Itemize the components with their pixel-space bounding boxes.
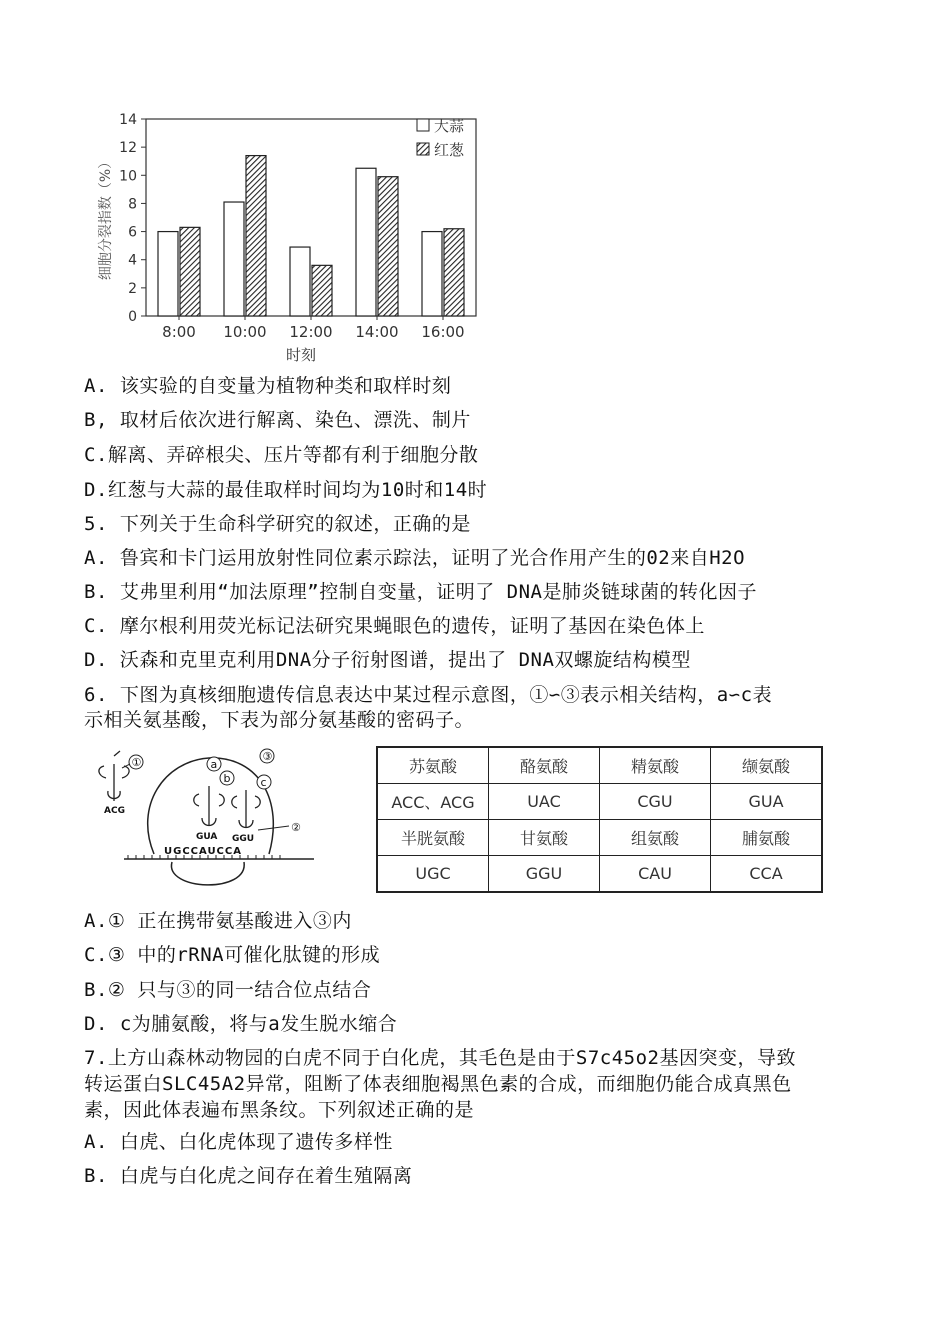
bar: [356, 168, 376, 316]
table-row: [377, 747, 822, 784]
q7-stem-line2: 转运蛋白SLC45A2异常，阻断了体表细胞褐黑色素的合成，而细胞仍能合成真黑色: [84, 1073, 792, 1095]
bar: [378, 177, 398, 316]
q7-option-b: B. 白虎与白化虎之间存在着生殖隔离: [84, 1165, 413, 1187]
table-cell: 脯氨酸: [711, 820, 823, 856]
bar: [158, 232, 178, 316]
q4-option-b: B, 取材后依次进行解离、染色、漂洗、制片: [84, 409, 471, 431]
table-cell: GUA: [711, 784, 823, 820]
label-two: ②: [291, 821, 301, 834]
table-row: [377, 856, 822, 893]
legend-swatch: [417, 119, 429, 131]
q4-option-a: A. 该实验的自变量为植物种类和取样时刻: [84, 375, 452, 397]
codon-table: [376, 746, 823, 893]
ribosome-small-subunit: [171, 862, 244, 885]
x-tick-label: 14:00: [355, 323, 399, 341]
table-cell: 组氨酸: [600, 820, 711, 856]
y-tick-label: 8: [128, 196, 137, 213]
mrna-sequence: UGCCAUCCA: [164, 846, 242, 857]
bar: [246, 156, 266, 316]
label-one: ①: [131, 756, 142, 769]
table-cell: 酪氨酸: [489, 747, 600, 784]
bar-chart: [90, 105, 490, 370]
y-tick-label: 0: [128, 309, 137, 325]
bar: [224, 202, 244, 316]
q5-option-a: A. 鲁宾和卡门运用放射性同位素示踪法，证明了光合作用产生的02来自H2O: [84, 547, 746, 569]
q5-option-b: B. 艾弗里利用“加法原理”控制自变量，证明了 DNA是肺炎链球菌的转化因子: [84, 581, 757, 603]
table-cell: UAC: [489, 784, 600, 820]
trna-left: [194, 786, 225, 826]
y-tick-label: 10: [119, 168, 137, 185]
table-cell: 精氨酸: [600, 747, 711, 784]
legend-label: 大蒜: [434, 117, 465, 135]
q7-stem-line1: 7.上方山森林动物园的白虎不同于白化虎，其毛色是由于S7c45o2基因突变，导致: [84, 1047, 796, 1069]
trna-right: [232, 790, 261, 828]
label-b: b: [223, 772, 231, 785]
bar: [290, 247, 310, 316]
q6-option-c: C.③ 中的rRNA可催化肽键的形成: [84, 944, 381, 966]
table-cell: CCA: [711, 856, 823, 893]
q6-option-a: A.① 正在携带氨基酸进入③内: [84, 910, 352, 932]
bar: [422, 232, 442, 316]
table-row: [377, 784, 822, 820]
x-tick-label: 8:00: [162, 323, 196, 341]
q6-option-d: D. c为脯氨酸，将与a发生脱水缩合: [84, 1013, 398, 1035]
legend-label: 红葱: [434, 141, 465, 159]
table-cell: 缬氨酸: [711, 747, 823, 784]
anticodon-ggu: GGU: [232, 834, 255, 844]
label-three: ③: [262, 750, 273, 763]
q5-stem: 5. 下列关于生命科学研究的叙述，正确的是: [84, 513, 471, 535]
table-cell: ACC、ACG: [377, 784, 489, 820]
y-tick-label: 2: [128, 280, 137, 297]
y-tick-label: 14: [119, 112, 137, 128]
y-tick-label: 12: [119, 140, 137, 157]
label-a: a: [210, 758, 218, 771]
translation-diagram: [84, 746, 324, 896]
bar: [312, 265, 332, 316]
x-tick-label: 16:00: [421, 323, 465, 341]
translation-diagram-svg: [84, 746, 324, 896]
x-axis-label: 时刻: [285, 346, 317, 364]
q5-option-c: C. 摩尔根利用荧光标记法研究果蝇眼色的遗传，证明了基因在染色体上: [84, 615, 705, 637]
q4-option-d: D.红葱与大蒜的最佳取样时间均为10时和14时: [84, 479, 488, 501]
q4-option-c: C.解离、弄碎根尖、压片等都有利于细胞分散: [84, 444, 479, 466]
q6-option-b: B.② 只与③的同一结合位点结合: [84, 979, 372, 1001]
q5-option-d: D. 沃森和克里克利用DNA分子衍射图谱，提出了 DNA双螺旋结构模型: [84, 649, 691, 671]
y-tick-label: 6: [128, 224, 137, 241]
table-cell: UGC: [377, 856, 489, 893]
table-cell: 苏氨酸: [377, 747, 489, 784]
table-cell: CGU: [600, 784, 711, 820]
legend-swatch: [417, 143, 429, 155]
anticodon-gua: GUA: [196, 832, 218, 842]
q6-stem-line2: 示相关氨基酸，下表为部分氨基酸的密码子。: [84, 709, 475, 731]
x-tick-label: 10:00: [223, 323, 267, 341]
table-cell: 甘氨酸: [489, 820, 600, 856]
free-trna: [99, 751, 129, 801]
table-row: [377, 820, 822, 856]
anticodon-acg: ACG: [104, 806, 125, 816]
table-cell: GGU: [489, 856, 600, 893]
y-axis-label: 细胞分裂指数（%）: [98, 154, 114, 281]
q6-stem-line1: 6. 下图为真核细胞遗传信息表达中某过程示意图，①∽③表示相关结构，a∽c表: [84, 684, 773, 706]
x-tick-label: 12:00: [289, 323, 333, 341]
label-c: c: [260, 776, 267, 789]
q7-option-a: A. 白虎、白化虎体现了遗传多样性: [84, 1131, 393, 1153]
table-cell: CAU: [600, 856, 711, 893]
bar: [444, 229, 464, 316]
bar: [180, 227, 200, 316]
y-tick-label: 4: [128, 252, 137, 269]
table-cell: 半胱氨酸: [377, 820, 489, 856]
q7-stem-line3: 素，因此体表遍布黑条纹。下列叙述正确的是: [84, 1099, 475, 1121]
chart-svg: [90, 105, 490, 370]
